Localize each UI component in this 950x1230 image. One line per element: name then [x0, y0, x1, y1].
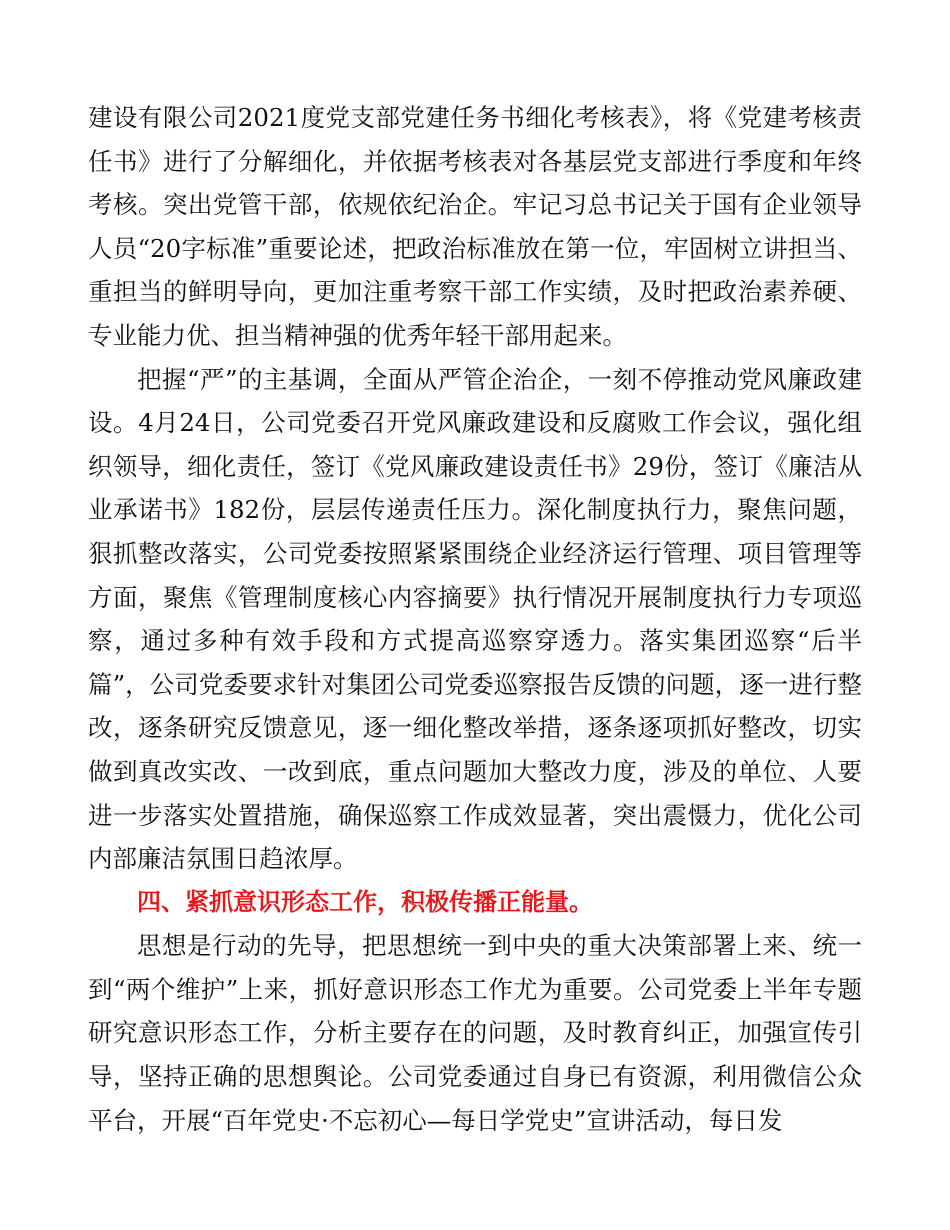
section-heading-ideology: 四、紧抓意识形态工作，积极传播正能量。: [137, 887, 593, 916]
paragraph-integrity: 把握“严”的主基调，全面从严管企治企，一刻不停推动党风廉政建设。4月24日，公司党委召开党风廉政建设和反腐败工作会议，强化组织领导，细化责任，签订《党风廉政建设责任书》29份，签订《廉洁从业承诺书》182份，层层传递责任压力。深化制度执行力，聚焦问题，狠抓整改落实，公司党委按照紧紧围绕企业经济运行管理、项目管理等方面，聚焦《管理制度核心内容摘要》执行情况开展制度执行力专项巡察，通过多种有效手段和方式提高巡察穿透力。落实集团巡察“后半篇”，公司党委要求针对集团公司党委巡察报告反馈的问题，逐一进行整改，逐条研究反馈意见，逐一细化整改举措，逐条逐项抓好整改，切实做到真改实改、一改到底，重点问题加大整改力度，涉及的单位、人要进一步落实处置措施，确保巡察工作成效显著，突出震慑力，优化公司内部廉洁氛围日趋浓厚。: [88, 364, 862, 874]
document-body: [88, 96, 862, 1142]
paragraph-assessment: 建设有限公司2021度党支部党建任务书细化考核表》，将《党建考核责任书》进行了分解细化，并依据考核表对各基层党支部进行季度和年终考核。突出党管干部，依规依纪治企。牢记习总书记关于国有企业领导人员“20字标准”重要论述，把政治标准放在第一位，牢固树立讲担当、重担当的鲜明导向，更加注重考察干部工作实绩，及时把政治素养硬、专业能力优、担当精神强的优秀年轻干部用起来。: [88, 103, 862, 350]
paragraph-ideology: 思想是行动的先导，把思想统一到中央的重大决策部署上来、统一到“两个维护”上来，抓好意识形态工作尤为重要。公司党委上半年专题研究意识形态工作，分析主要存在的问题，及时教育纠正，加强宣传引导，坚持正确的思想舆论。公司党委通过自身已有资源，利用微信公众平台，开展“百年党史·不忘初心—每日学党史”宣讲活动，每日发: [88, 931, 862, 1135]
